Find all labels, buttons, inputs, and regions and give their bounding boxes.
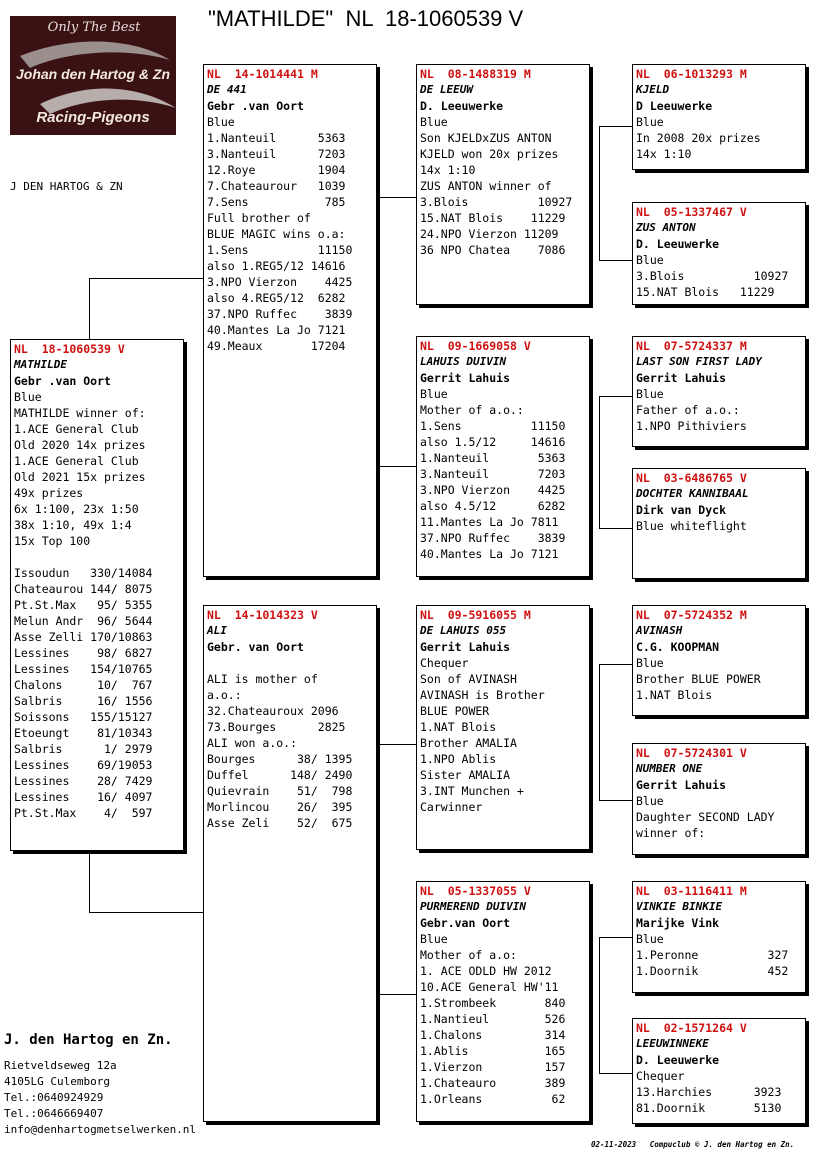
ring-number: NL 09-5916055 M — [420, 608, 531, 622]
pedigree-line: 15.NAT Blois 11229 — [636, 285, 775, 299]
pedigree-line: 73.Bourges 2825 — [207, 720, 346, 734]
breeder-name: Gerrit Lahuis — [420, 640, 511, 654]
address-email[interactable]: info@denhartogmetselwerken.nl — [4, 1123, 197, 1136]
pedigree-line — [207, 655, 373, 671]
pedigree-line: 3.NPO Vierzon 4425 — [420, 483, 566, 497]
pedigree-line: AVINASH is Brother — [420, 688, 545, 702]
breeder-name: D. Leeuwerke — [636, 237, 720, 251]
pedigree-line: 3.INT Munchen + — [420, 784, 524, 798]
connector-line — [599, 1073, 632, 1074]
pedigree-line: KJELD won 20x prizes — [420, 147, 559, 161]
ring-number: NL 09-1669058 V — [420, 339, 531, 353]
pigeon-name: KJELD — [636, 83, 670, 96]
connector-line — [599, 126, 632, 127]
pedigree-line: Chequer — [636, 1069, 685, 1083]
pedigree-line: Soissons 155/15127 — [14, 710, 153, 724]
pigeon-name: PURMEREND DUIVIN — [420, 900, 526, 913]
pedigree-line: 1.Strombeek 840 — [420, 996, 566, 1010]
pedigree-line: Duffel 148/ 2490 — [207, 768, 353, 782]
pedigree-line: Lessines 28/ 7429 — [14, 774, 153, 788]
pedigree-line: 1.Nanteuil 5363 — [420, 451, 566, 465]
pedigree-line: Lessines 154/10765 — [14, 662, 153, 676]
pedigree-line: Old 2020 14x prizes — [14, 438, 146, 452]
connector-line — [599, 528, 632, 529]
pigeon-name: LEEUWINNEKE — [636, 1037, 709, 1050]
pedigree-line: 12.Roye 1904 — [207, 163, 346, 177]
pigeon-name: NUMBER ONE — [636, 762, 703, 775]
pedigree-line: 15x Top 100 — [14, 534, 91, 548]
pedigree-line: BLUE POWER — [420, 704, 490, 718]
page-title: "MATHILDE" NL 18-1060539 V — [208, 6, 524, 31]
connector-line — [89, 278, 204, 279]
pedigree-line: Morlincou 26/ 395 — [207, 800, 353, 814]
breeder-name: Gerrit Lahuis — [636, 778, 727, 792]
ring-number: NL 14-1014323 V — [207, 608, 318, 622]
pedigree-line: Blue — [420, 932, 448, 946]
pedigree-line: Salbris 1/ 2979 — [14, 742, 153, 756]
pedigree-line: Brother BLUE POWER — [636, 672, 761, 686]
pedigree-box-dam-sire — [416, 605, 590, 850]
pedigree-line: 7.Chateaurour 1039 — [207, 179, 346, 193]
ring-number: NL 07-5724352 M — [636, 608, 747, 622]
pedigree-line: Pt.St.Max 95/ 5355 — [14, 598, 153, 612]
connector-line — [599, 937, 600, 1073]
ring-number: NL 07-5724301 V — [636, 746, 747, 760]
loft-logo — [10, 16, 176, 135]
address-line: 4105LG Culemborg — [4, 1075, 110, 1088]
pedigree-line: 37.NPO Ruffec 3839 — [420, 531, 566, 545]
pedigree-box-ds-sire — [632, 605, 806, 716]
pedigree-line: Brother AMALIA — [420, 736, 517, 750]
address-line: Tel.:0646669407 — [4, 1107, 104, 1120]
breeder-name: Gerrit Lahuis — [420, 371, 511, 385]
pedigree-box-dam — [203, 605, 377, 1122]
pedigree-line: Son of AVINASH — [420, 672, 517, 686]
pedigree-box-sd-sire — [632, 336, 806, 447]
pedigree-line: 1.Sens 11150 — [207, 243, 353, 257]
connector-line — [599, 800, 632, 801]
pedigree-line: Blue — [14, 390, 42, 404]
pedigree-line: Quievrain 51/ 798 — [207, 784, 353, 798]
pedigree-line: Etoeungt 81/10343 — [14, 726, 153, 740]
footer-credit: 02-11-2023 Compuclub © J. den Hartog en Zn. — [591, 1140, 795, 1149]
pedigree-line: Father of a.o.: — [636, 403, 740, 417]
pedigree-line: Chateaurou 144/ 8075 — [14, 582, 153, 596]
pedigree-line: 10.ACE General HW'11 — [420, 980, 559, 994]
pigeon-name: ALI — [207, 624, 227, 637]
pedigree-line: also 1.REG5/12 14616 — [207, 259, 346, 273]
pedigree-line: Bourges 38/ 1395 — [207, 752, 353, 766]
connector-line — [376, 744, 417, 745]
pedigree-line: 49x prizes — [14, 486, 84, 500]
pedigree-box-ss-sire — [632, 64, 806, 170]
pedigree-line: 49.Meaux 17204 — [207, 339, 346, 353]
pedigree-line: Pt.St.Max 4/ 597 — [14, 806, 153, 820]
pedigree-line: 1.Doornik 452 — [636, 964, 789, 978]
breeder-name: Gerrit Lahuis — [636, 371, 727, 385]
pedigree-line: 3.Nanteuil 7203 — [207, 147, 346, 161]
pedigree-line: ALI won a.o.: — [207, 736, 298, 750]
pedigree-line: 81.Doornik 5130 — [636, 1101, 782, 1115]
pedigree-line: Carwinner — [420, 800, 483, 814]
connector-line — [89, 912, 204, 913]
pedigree-box-dam-dam — [416, 881, 590, 1122]
pedigree-line: also 4.REG5/12 6282 — [207, 291, 346, 305]
connector-line — [89, 278, 90, 340]
pedigree-line: 1.NAT Blois — [636, 688, 713, 702]
pedigree-line: 1.NPO Ablis — [420, 752, 497, 766]
pedigree-line: 15.NAT Blois 11229 — [420, 211, 566, 225]
pedigree-box-subject — [10, 339, 184, 851]
ring-number: NL 05-1337055 V — [420, 884, 531, 898]
connector-line — [376, 994, 417, 995]
pigeon-name: DE LEEUW — [420, 83, 473, 96]
pedigree-line: 11.Mantes La Jo 7811 — [420, 515, 559, 529]
pedigree-line: Blue — [420, 115, 448, 129]
pigeon-name: ZUS ANTON — [636, 221, 696, 234]
ring-number: NL 08-1488319 M — [420, 67, 531, 81]
pedigree-line: Blue — [420, 387, 448, 401]
pedigree-line: ZUS ANTON winner of — [420, 179, 552, 193]
address-line: Rietveldseweg 12a — [4, 1059, 117, 1072]
logo-tagline: Only The Best — [47, 20, 141, 35]
pedigree-line: Chalons 10/ 767 — [14, 678, 153, 692]
pedigree-line: Mother of a.o: — [420, 948, 517, 962]
pigeon-name: AVINASH — [636, 624, 683, 637]
pedigree-line: 3.NPO Vierzon 4425 — [207, 275, 353, 289]
pedigree-box-sd-dam — [632, 468, 806, 579]
pedigree-box-sire — [203, 64, 377, 577]
pedigree-line — [14, 549, 180, 565]
pedigree-line: Asse Zeli 52/ 675 — [207, 816, 353, 830]
ring-number: NL 07-5724337 M — [636, 339, 747, 353]
ring-number: NL 14-1014441 M — [207, 67, 318, 81]
pedigree-box-ss-dam — [632, 202, 806, 305]
owner-label: J DEN HARTOG & ZN — [10, 180, 123, 193]
breeder-name: Dirk van Dyck — [636, 503, 727, 517]
pedigree-line: Issoudun 330/14084 — [14, 566, 153, 580]
pedigree-line: 1.Ablis 165 — [420, 1044, 566, 1058]
breeder-name: Gebr .van Oort — [14, 374, 111, 388]
breeder-name: C.G. KOOPMAN — [636, 640, 720, 654]
pedigree-line: 3.Blois 10927 — [420, 195, 573, 209]
address-line: Tel.:0640924929 — [4, 1091, 104, 1104]
logo-subtitle: Racing-Pigeons — [36, 109, 150, 126]
pedigree-line: 1.Orleans 62 — [420, 1092, 566, 1106]
pedigree-line: Full brother of — [207, 211, 311, 225]
connector-line — [599, 260, 632, 261]
pedigree-line: 1.Nanteuil 5363 — [207, 131, 346, 145]
pedigree-line: 14x 1:10 — [636, 147, 692, 161]
connector-line — [599, 937, 632, 938]
ring-number: NL 03-1116411 M — [636, 884, 747, 898]
pedigree-line: In 2008 20x prizes — [636, 131, 761, 145]
pedigree-line: also 1.5/12 14616 — [420, 435, 566, 449]
pedigree-line: Son KJELDxZUS ANTON — [420, 131, 552, 145]
pedigree-line: 1.NAT Blois — [420, 720, 497, 734]
pigeon-name: DE LAHUIS 055 — [420, 624, 507, 637]
breeder-name: Gebr .van Oort — [207, 99, 304, 113]
pedigree-line: 40.Mantes La Jo 7121 — [420, 547, 559, 561]
pedigree-line: Blue whiteflight — [636, 519, 747, 533]
pedigree-line: Mother of a.o.: — [420, 403, 524, 417]
breeder-name: Gebr. van Oort — [207, 640, 304, 654]
pedigree-line: Lessines 16/ 4097 — [14, 790, 153, 804]
pedigree-line: 1.Sens 11150 — [420, 419, 566, 433]
pedigree-line: Blue — [207, 115, 235, 129]
connector-line — [89, 852, 90, 912]
pedigree-line: Asse Zelli 170/10863 — [14, 630, 153, 644]
pedigree-box-dd-dam — [632, 1018, 806, 1124]
pedigree-line: 1.Chalons 314 — [420, 1028, 566, 1042]
breeder-name: Gebr.van Oort — [420, 916, 511, 930]
connector-line — [599, 396, 600, 528]
pedigree-line: Blue — [636, 656, 664, 670]
pigeon-name: DOCHTER KANNIBAAL — [636, 487, 749, 500]
pigeon-name: DE 441 — [207, 83, 247, 96]
pedigree-line: Blue — [636, 115, 664, 129]
pedigree-line: 1.ACE General Club — [14, 454, 139, 468]
breeder-name: D Leeuwerke — [636, 99, 713, 113]
pigeon-name: LAST SON FIRST LADY — [636, 355, 762, 368]
pedigree-line: Melun Andr 96/ 5644 — [14, 614, 153, 628]
connector-line — [376, 197, 417, 198]
pedigree-line: also 4.5/12 6282 — [420, 499, 566, 513]
pedigree-line: a.o.: — [207, 688, 242, 702]
pedigree-line: Old 2021 15x prizes — [14, 470, 146, 484]
connector-line — [599, 396, 632, 397]
connector-line — [599, 664, 632, 665]
pedigree-line: Daughter SECOND LADY — [636, 810, 775, 824]
pedigree-line: 1.ACE General Club — [14, 422, 139, 436]
pedigree-line: Chequer — [420, 656, 469, 670]
logo-name: Johan den Hartog & Zn — [16, 66, 170, 82]
pedigree-line: 1.Nantieul 526 — [420, 1012, 566, 1026]
ring-number: NL 03-6486765 V — [636, 471, 747, 485]
pedigree-line: 6x 1:100, 23x 1:50 — [14, 502, 139, 516]
pedigree-line: Lessines 69/19053 — [14, 758, 153, 772]
pedigree-box-sire-dam — [416, 336, 590, 577]
connector-line — [376, 466, 417, 467]
breeder-name: Marijke Vink — [636, 916, 720, 930]
pedigree-line: winner of: — [636, 826, 706, 840]
ring-number: NL 02-1571264 V — [636, 1021, 747, 1035]
ring-number: NL 06-1013293 M — [636, 67, 747, 81]
pedigree-line: 38x 1:10, 49x 1:4 — [14, 518, 132, 532]
pedigree-line: Sister AMALIA — [420, 768, 511, 782]
pedigree-line: Blue — [636, 387, 664, 401]
pedigree-line: 7.Sens 785 — [207, 195, 346, 209]
pedigree-line: 1.Peronne 327 — [636, 948, 789, 962]
pedigree-box-sire-sire — [416, 64, 590, 305]
pedigree-line: 1.Vierzon 157 — [420, 1060, 566, 1074]
pedigree-box-ds-dam — [632, 743, 806, 855]
pedigree-line: 37.NPO Ruffec 3839 — [207, 307, 353, 321]
pedigree-line: 3.Blois 10927 — [636, 269, 789, 283]
connector-line — [599, 126, 600, 260]
pedigree-line: 1. ACE ODLD HW 2012 — [420, 964, 552, 978]
address-block — [4, 1032, 196, 1138]
pedigree-line: Blue — [636, 253, 664, 267]
pigeon-name: LAHUIS DUIVIN — [420, 355, 507, 368]
pedigree-line: 40.Mantes La Jo 7121 — [207, 323, 346, 337]
pedigree-box-dd-sire — [632, 881, 806, 993]
pedigree-line: Blue — [636, 932, 664, 946]
pedigree-line: 24.NPO Vierzon 11209 — [420, 227, 559, 241]
pedigree-line: 32.Chateauroux 2096 — [207, 704, 339, 718]
pigeon-name: VINKIE BINKIE — [636, 900, 723, 913]
pedigree-line: 1.NPO Pithiviers — [636, 419, 747, 433]
breeder-name: D. Leeuwerke — [420, 99, 504, 113]
pedigree-line: ALI is mother of — [207, 672, 318, 686]
pedigree-line: Blue — [636, 794, 664, 808]
pedigree-line: 36 NPO Chatea 7086 — [420, 243, 566, 257]
pedigree-line: 3.Nanteuil 7203 — [420, 467, 566, 481]
address-name: J. den Hartog en Zn. — [4, 1032, 173, 1048]
pedigree-line: 13.Harchies 3923 — [636, 1085, 782, 1099]
ring-number: NL 05-1337467 V — [636, 205, 747, 219]
pedigree-line: MATHILDE winner of: — [14, 406, 146, 420]
pedigree-line: 14x 1:10 — [420, 163, 476, 177]
pigeon-name: MATHILDE — [14, 358, 67, 371]
breeder-name: D. Leeuwerke — [636, 1053, 720, 1067]
pedigree-line: Salbris 16/ 1556 — [14, 694, 153, 708]
connector-line — [599, 664, 600, 800]
pedigree-line: 1.Chateauro 389 — [420, 1076, 566, 1090]
pedigree-line: Lessines 98/ 6827 — [14, 646, 153, 660]
ring-number: NL 18-1060539 V — [14, 342, 125, 356]
pedigree-line: BLUE MAGIC wins o.a: — [207, 227, 346, 241]
